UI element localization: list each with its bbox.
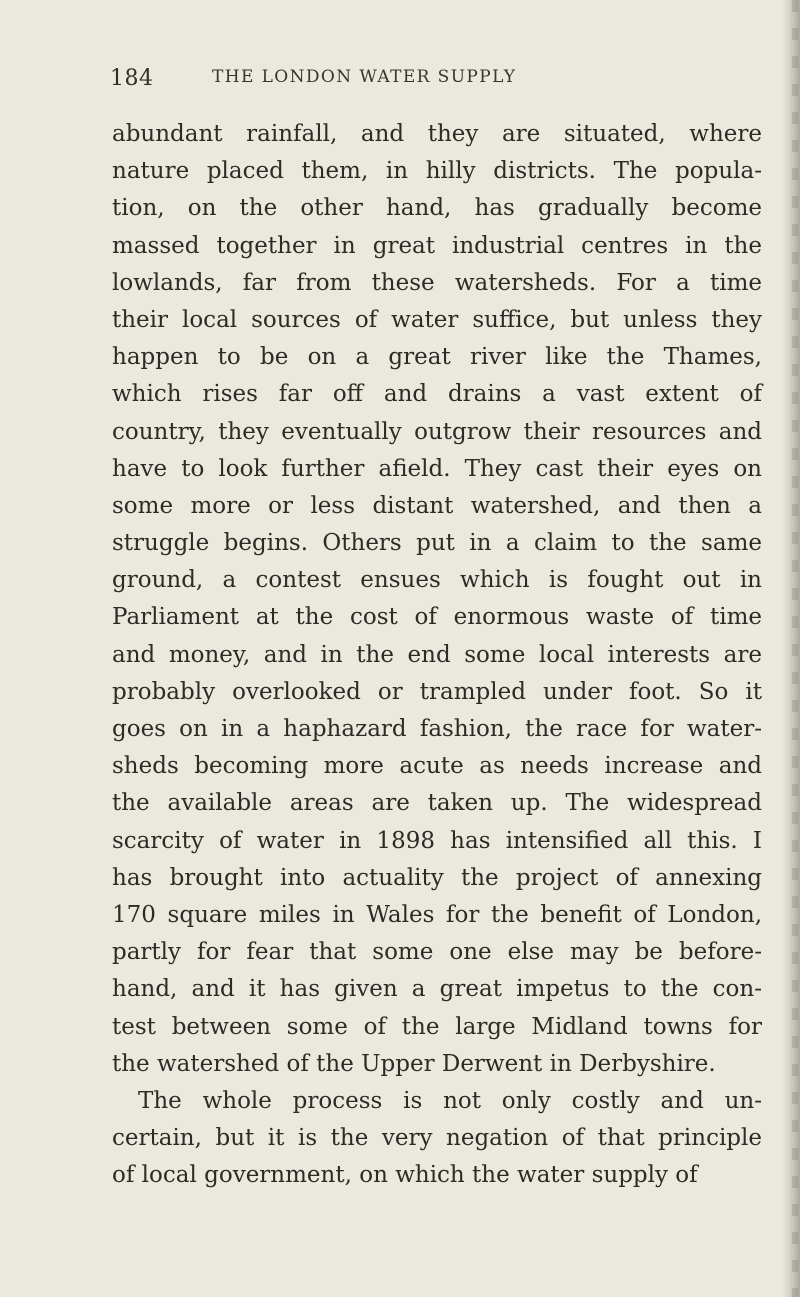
text-line: struggle begins. Others put in a claim to the same: [112, 530, 762, 557]
text-line: country, they eventually outgrow their resources and: [112, 418, 762, 445]
text-line: Parliament at the cost of enormous waste of time: [112, 604, 762, 631]
text-line: certain, but it is the very negation of that principle: [112, 1125, 762, 1152]
text-line: scarcity of water in 1898 has intensified all this. I: [112, 827, 762, 854]
text-line: sheds becoming more acute as needs increase and: [112, 753, 762, 780]
text-line: partly for fear that some one else may be before-: [112, 939, 762, 966]
text-line: which rises far off and drains a vast extent of: [112, 381, 762, 408]
text-line: 170 square miles in Wales for the benefit of London,: [112, 901, 762, 928]
text-line: hand, and it has given a great impetus to the con-: [112, 976, 762, 1003]
text-line: happen to be on a great river like the Thames,: [112, 344, 762, 371]
text-line: test between some of the large Midland towns for: [112, 1013, 762, 1040]
text-line: lowlands, far from these watersheds. For a time: [112, 269, 762, 296]
text-line: have to look further afield. They cast their eyes on: [112, 455, 762, 482]
running-head: THE LONDON WATER SUPPLY: [212, 67, 517, 87]
text-line: some more or less distant watershed, and then a: [112, 492, 762, 519]
body-text: [112, 116, 762, 1194]
page-edge-shadow: [782, 0, 800, 1297]
text-line: ground, a contest ensues which is fought out in: [112, 567, 762, 594]
paragraph-first-line: The whole process is not only costly and un-: [138, 1087, 762, 1114]
text-line: goes on in a haphazard fashion, the race for water-: [112, 716, 762, 742]
text-line: their local sources of water suffice, but unless they: [112, 306, 762, 333]
text-line: abundant rainfall, and they are situated, where: [112, 121, 762, 147]
page-number: 184: [110, 66, 154, 91]
text-line: and money, and in the end some local interests are: [112, 641, 762, 668]
text-line: the available areas are taken up. The widespread: [112, 790, 762, 817]
page-header: [110, 66, 730, 94]
text-line: has brought into actuality the project of annexing: [112, 864, 762, 891]
text-line: tion, on the other hand, has gradually become: [112, 195, 762, 222]
text-line: the watershed of the Upper Derwent in Derbyshire.: [112, 1050, 716, 1077]
text-line: nature placed them, in hilly districts. The popula-: [112, 158, 762, 185]
text-line: of local government, on which the water supply of: [112, 1162, 698, 1189]
text-line: massed together in great industrial centres in the: [112, 232, 762, 259]
text-line: probably overlooked or trampled under foot. So it: [112, 678, 762, 705]
